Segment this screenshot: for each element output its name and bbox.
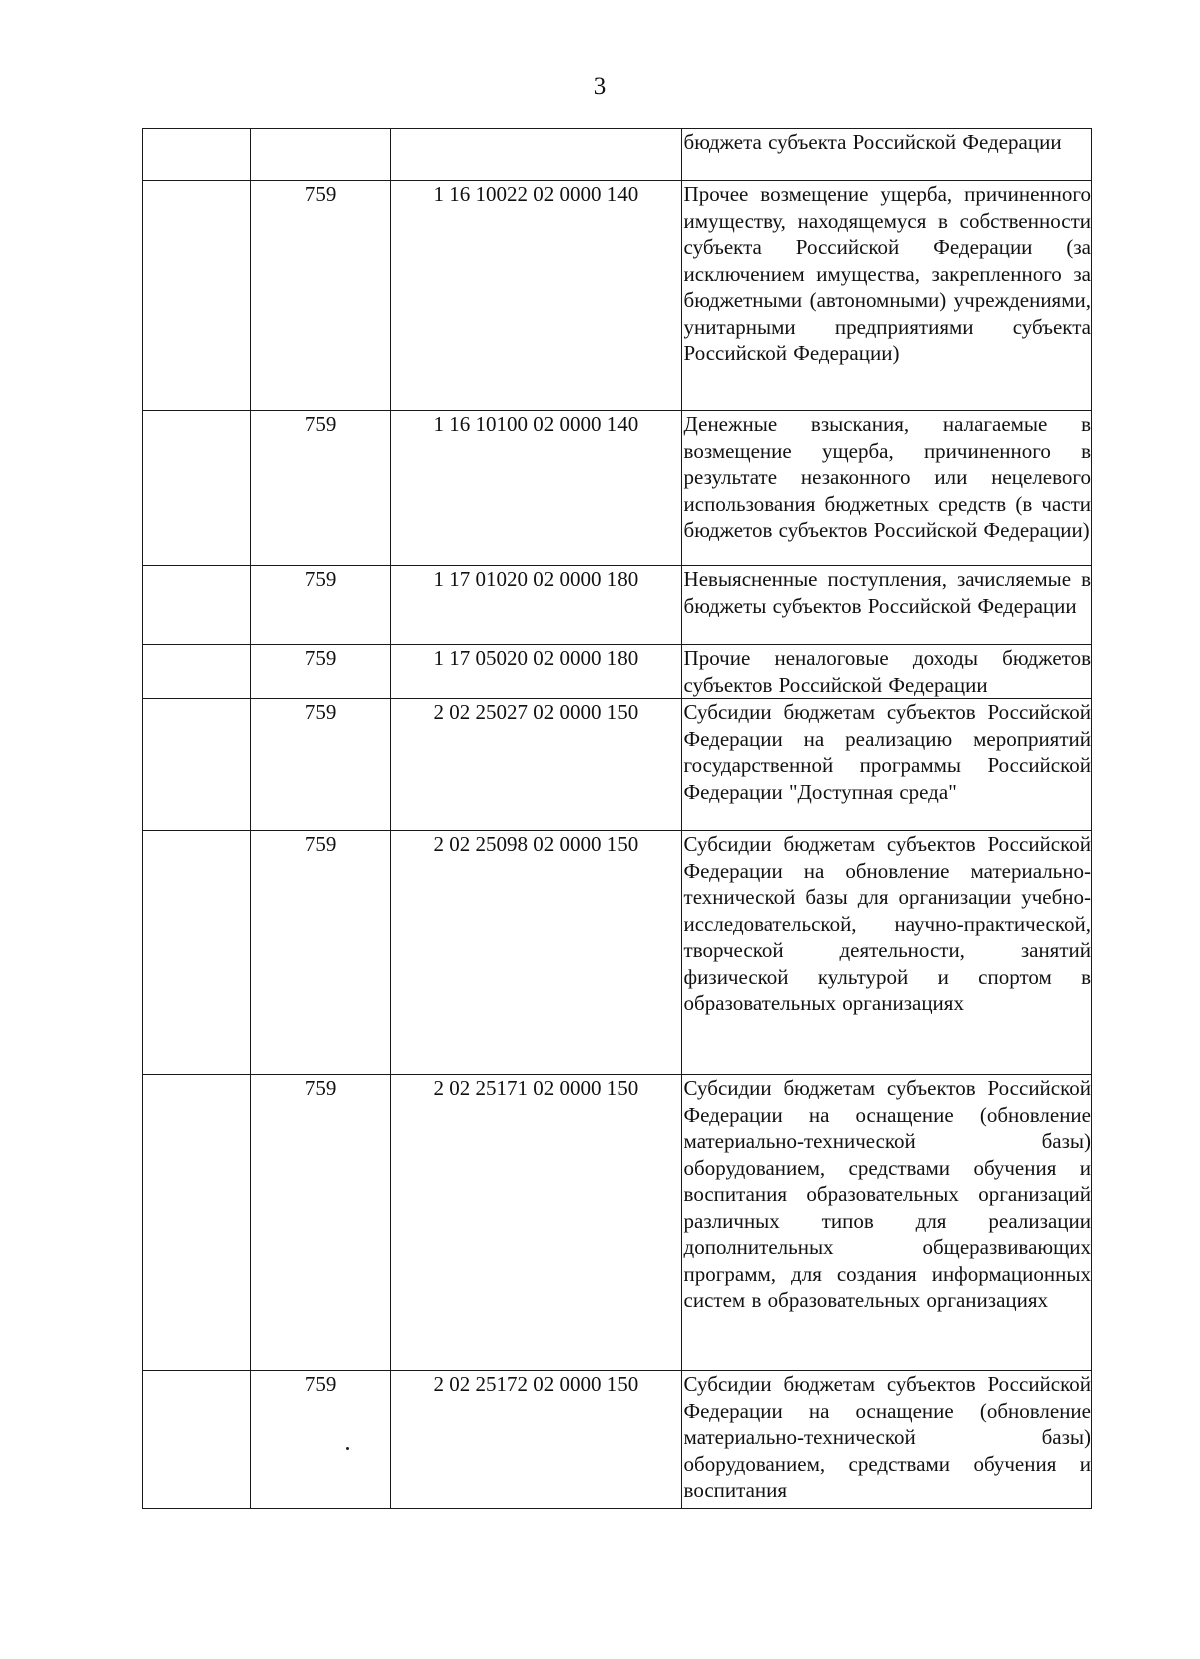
admin-code-cell: 759	[251, 1371, 391, 1509]
budget-code-cell: 1 16 10100 02 0000 140	[391, 411, 681, 566]
description-text: Субсидии бюджетам субъектов Российской Федерации на оснащение (обновление материально-технической базы) оборудованием, средствами обучения и воспитания	[683, 1372, 1091, 1502]
table-row	[143, 831, 1092, 1075]
description-cell	[681, 1371, 1091, 1509]
row-blank-cell	[143, 645, 251, 699]
row-blank-cell	[143, 129, 251, 181]
description-cell	[681, 1075, 1091, 1371]
admin-code-cell: 759	[251, 645, 391, 699]
budget-code-cell: 1 16 10022 02 0000 140	[391, 181, 681, 411]
budget-code-cell: 2 02 25172 02 0000 150	[391, 1371, 681, 1509]
admin-code-cell: 759	[251, 566, 391, 645]
budget-code-cell: 1 17 05020 02 0000 180	[391, 645, 681, 699]
table-row	[143, 181, 1092, 411]
description-cell	[681, 566, 1091, 645]
row-blank-cell	[143, 1371, 251, 1509]
description-cell	[681, 831, 1091, 1075]
row-blank-cell	[143, 181, 251, 411]
table-row	[143, 566, 1092, 645]
admin-code-cell: 759	[251, 181, 391, 411]
admin-code-cell: 759	[251, 831, 391, 1075]
budget-codes-table	[142, 128, 1092, 1509]
row-blank-cell	[143, 566, 251, 645]
row-blank-cell	[143, 699, 251, 831]
table-row	[143, 1371, 1092, 1509]
admin-code-cell: 759	[251, 699, 391, 831]
description-text: бюджета субъекта Российской Федерации	[683, 130, 1062, 154]
description-text: Субсидии бюджетам субъектов Российской Федерации на обновление материально-технической базы для организации учебно-исследовательской, научно-практической, творческой деятельности, занятий физической культурой и спортом в образовательных организациях	[683, 832, 1091, 1015]
description-text: Денежные взыскания, налагаемые в возмещение ущерба, причиненного в результате незаконного или нецелевого использования бюджетных средств (в части бюджетов субъектов Российской Федерации)	[683, 412, 1091, 542]
page-number: 3	[593, 73, 607, 100]
description-cell	[681, 129, 1091, 181]
table-row	[143, 129, 1092, 181]
table-row	[143, 411, 1092, 566]
table-row	[143, 699, 1092, 831]
table-row	[143, 1075, 1092, 1371]
description-cell	[681, 699, 1091, 831]
budget-code-cell: 2 02 25027 02 0000 150	[391, 699, 681, 831]
description-text: Невыясненные поступления, зачисляемые в бюджеты субъектов Российской Федерации	[683, 567, 1091, 618]
budget-code-cell: 2 02 25098 02 0000 150	[391, 831, 681, 1075]
description-cell	[681, 411, 1091, 566]
row-blank-cell	[143, 831, 251, 1075]
description-text: Субсидии бюджетам субъектов Российской Федерации на оснащение (обновление материально-технической базы) оборудованием, средствами обучения и воспитания образовательных организаций различных типов для реализации дополнительных общеразвивающих программ, для создания информационных систем в образовательных организациях	[683, 1076, 1091, 1312]
description-text: Субсидии бюджетам субъектов Российской Федерации на реализацию мероприятий государственной программы Российской Федерации "Доступная среда"	[683, 700, 1091, 804]
description-text: Прочие неналоговые доходы бюджетов субъектов Российской Федерации	[683, 646, 1091, 697]
admin-code-cell	[251, 129, 391, 181]
scan-speck	[346, 1447, 349, 1450]
budget-code-cell: 1 17 01020 02 0000 180	[391, 566, 681, 645]
description-text: Прочее возмещение ущерба, причиненного имуществу, находящемуся в собственности субъекта Российской Федерации (за исключением имущества, закрепленного за бюджетными (автономными) учреждениями, унитарными предприятиями субъекта Российской Федерации)	[683, 182, 1091, 365]
row-blank-cell	[143, 1075, 251, 1371]
budget-code-cell	[391, 129, 681, 181]
description-cell	[681, 181, 1091, 411]
row-blank-cell	[143, 411, 251, 566]
description-cell	[681, 645, 1091, 699]
admin-code-cell: 759	[251, 411, 391, 566]
admin-code-cell: 759	[251, 1075, 391, 1371]
budget-code-cell: 2 02 25171 02 0000 150	[391, 1075, 681, 1371]
table-row	[143, 645, 1092, 699]
